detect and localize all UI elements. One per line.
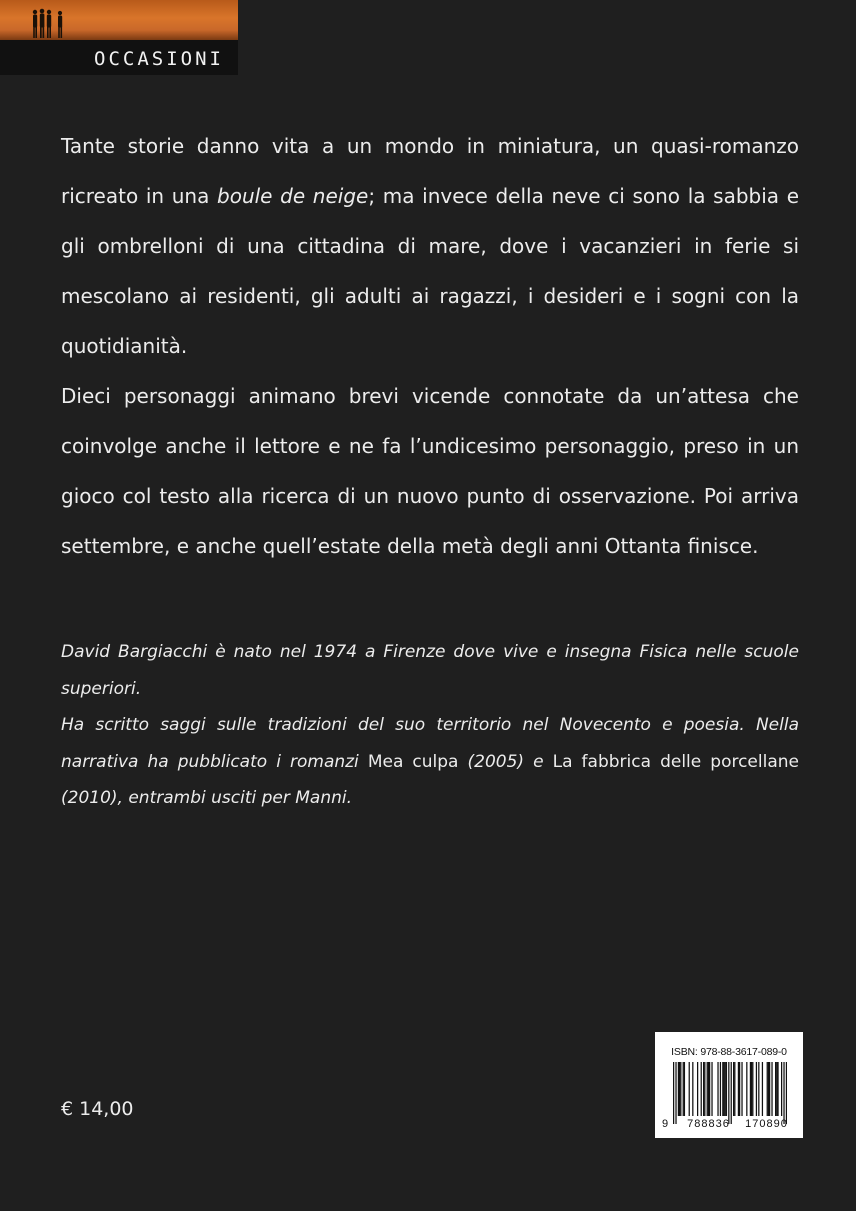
barcode-bar <box>781 1062 782 1116</box>
blurb-text: ; ma invece della neve ci sono la sabbia e gli ombrelloni di una cittadina di mare, dove i vacanzieri in ferie si mescolano ai residenti, gli adulti ai ragazzi, i desideri e i sogni con la quotidianità. <box>61 184 800 358</box>
book-title: Mea culpa <box>367 751 459 772</box>
barcode-bar <box>758 1062 759 1116</box>
barcode-bar <box>707 1062 708 1116</box>
barcode-bar <box>768 1062 769 1116</box>
barcode-bar <box>684 1062 685 1116</box>
barcode-bar <box>673 1062 674 1124</box>
bio-text: (2005) e <box>458 751 553 772</box>
barcode-bar <box>725 1062 726 1116</box>
isbn-barcode <box>655 1032 803 1138</box>
barcode-bar <box>769 1062 770 1116</box>
barcode-bar <box>703 1062 704 1116</box>
isbn-label: ISBN: 978-88-3617-089-0 <box>671 1046 787 1058</box>
barcode-bar <box>738 1062 739 1116</box>
barcode-bar <box>679 1062 680 1116</box>
silhouettes-at-sunset-icon <box>0 0 238 40</box>
barcode-bar <box>756 1062 757 1116</box>
barcode-bar <box>777 1062 778 1116</box>
barcode-bar <box>771 1062 772 1116</box>
barcode-bar <box>751 1062 752 1116</box>
barcode-bar <box>746 1062 747 1116</box>
barcode-bar <box>683 1062 684 1116</box>
barcode-bar <box>786 1062 787 1124</box>
barcode-bar <box>692 1062 693 1116</box>
barcode-bar <box>720 1062 721 1116</box>
blurb-paragraph-1 <box>61 121 799 371</box>
barcode-bar <box>680 1062 681 1116</box>
barcode-bar <box>708 1062 709 1116</box>
price: € 14,00 <box>61 1098 134 1120</box>
barcode-bar <box>752 1062 753 1116</box>
bio-paragraph-1: David Bargiacchi è nato nel 1974 a Firenze dove vive e insegna Fisica nelle scuole superiori. <box>61 642 799 699</box>
book-title: La fabbrica delle porcellane <box>552 751 799 772</box>
barcode-bar <box>701 1062 702 1116</box>
barcode-bar <box>704 1062 705 1116</box>
series-badge <box>0 0 238 75</box>
barcode-bar <box>775 1062 776 1116</box>
barcode-bar <box>734 1062 735 1116</box>
barcode-bar <box>783 1062 784 1124</box>
bio-text: (2010), entrambi usciti per Manni. <box>61 788 353 808</box>
barcode-bar <box>711 1062 712 1116</box>
blurb-paragraph-2: Dieci personaggi animano brevi vicende connotate da un’attesa che coinvolge anche il lettore e ne fa l’undicesimo personaggio, preso in un gioco col testo alla ricerca di un nuovo punto di osservazione. Poi arriva settembre, e anche quell’estate della metà degli anni Ottanta finisce. <box>61 384 799 558</box>
barcode-bar <box>731 1062 732 1124</box>
barcode-bar <box>739 1062 740 1116</box>
barcode-bar <box>741 1062 742 1116</box>
barcode-bar <box>689 1062 690 1116</box>
barcode-bar <box>675 1062 676 1124</box>
ean-first-digit: 9 <box>662 1118 669 1130</box>
barcode-bar <box>776 1062 777 1116</box>
barcode-bar <box>728 1062 729 1124</box>
blurb-text: Tante storie danno vita a un mondo in miniatura, un quasi-romanzo ricreato in una <box>61 134 799 208</box>
barcode-bar <box>750 1062 751 1116</box>
barcode-bar <box>726 1062 727 1116</box>
bio-paragraph-2 <box>61 707 799 817</box>
barcode-bar <box>723 1062 724 1116</box>
barcode-bar <box>717 1062 718 1116</box>
ean-left-digits: 788836 <box>687 1118 730 1130</box>
blurb-italic-phrase: boule de neige <box>217 184 369 208</box>
barcode-bars <box>673 1062 787 1124</box>
ean-right-digits: 170890 <box>745 1118 788 1130</box>
barcode-bar <box>733 1062 734 1116</box>
book-blurb <box>61 121 799 571</box>
barcode-bar <box>767 1062 768 1116</box>
barcode-bar <box>697 1062 698 1116</box>
barcode-bar <box>722 1062 723 1116</box>
bio-text: Ha scritto saggi sulle tradizioni del suo territorio nel Novecento e poesia. Nella narrativa ha pubblicato i romanzi <box>61 715 799 772</box>
barcode-bar <box>709 1062 710 1116</box>
author-bio <box>61 634 799 817</box>
series-label: OCCASIONI <box>94 48 224 70</box>
barcode-bar <box>678 1062 679 1116</box>
barcode-bar <box>762 1062 763 1116</box>
